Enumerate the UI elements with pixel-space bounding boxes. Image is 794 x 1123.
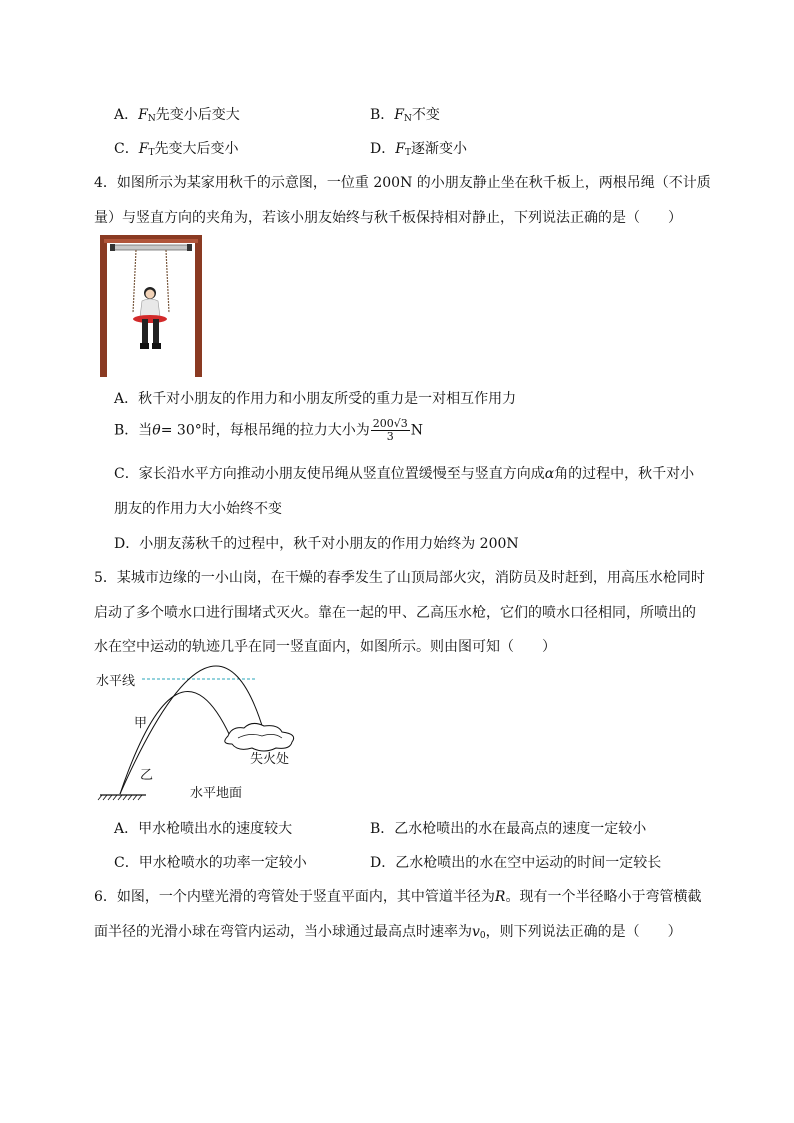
q5-stem-line2: 启动了多个喷水口进行围堵式灭火。靠在一起的甲、乙高压水枪，它们的喷水口径相同，所喷出的 [94,605,696,621]
q6-stem-line2: 面半径的光滑小球在弯管内运动，当小球通过最高点时速率为$v_0$，则下列说法正确的是（ ） [94,924,682,941]
q4-option-a: A．秋千对小朋友的作用力和小朋友所受的重力是一对相互作用力 [114,391,517,407]
q5-option-d: D．乙水枪喷出的水在空中运动的时间一定较长 [370,855,662,871]
label-yi: 乙 [140,768,154,783]
q5-stem-line1: 5．某城市边缘的一小山岗，在干燥的春季发生了山顶局部火灾，消防员及时赶到，用高压水枪同时 [94,570,705,586]
swing-figure [100,235,202,377]
label-horizon: 水平线 [96,674,136,689]
q3-option-b: B．$F_N$不变 [370,107,440,124]
q5-option-b: B．乙水枪喷出的水在最高点的速度一定较小 [370,821,647,837]
q3-option-a: A．$F_N$先变小后变大 [114,107,240,124]
label-jia: 甲 [134,716,148,731]
q4-stem-line1: 4．如图所示为某家用秋千的示意图，一位重 200N 的小朋友静止坐在秋千板上，两根吊绳（不计质 [94,175,711,191]
q5-stem-line3: 水在空中运动的轨迹几乎在同一竖直面内，如图所示。则由图可知（ ） [94,639,556,655]
q6-stem-line1: 6．如图，一个内壁光滑的弯管处于竖直平面内，其中管道半径为R。现有一个半径略小于弯管横截 [94,889,702,905]
label-ground: 水平地面 [190,786,243,801]
q5-option-c: C．甲水枪喷水的功率一定较小 [114,855,307,871]
q4-option-c-line2: 朋友的作用力大小始终不变 [114,501,282,517]
q4-stem-line2: 量）与竖直方向的夹角为，若该小朋友始终与秋千板保持相对静止，下列说法正确的是（ ） [94,210,682,226]
q3-option-d: D．$F_T$逐渐变小 [370,141,467,158]
q4-option-c-line1: C．家长沿水平方向推动小朋友使吊绳从竖直位置缓慢至与竖直方向成α角的过程中，秋千对小 [114,466,695,482]
q5-option-a: A．甲水枪喷出水的速度较大 [114,821,293,837]
q4-option-b: B．当θ= 30°时，每根吊绳的拉力大小为 $\frac{200√3}{3}$ N [114,417,423,443]
q3-option-c: C．$F_T$先变大后变小 [114,141,239,158]
label-fire: 失火处 [250,752,290,767]
q4-option-d: D．小朋友荡秋千的过程中，秋千对小朋友的作用力始终为 200N [114,536,519,552]
